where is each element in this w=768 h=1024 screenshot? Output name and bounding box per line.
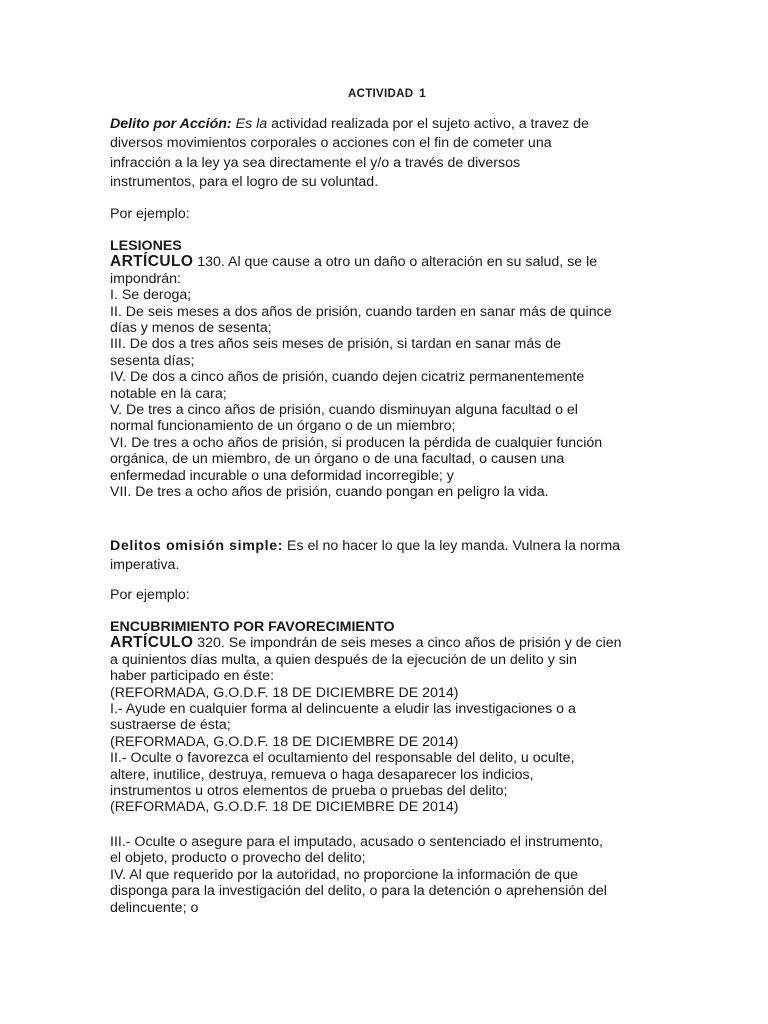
article-line [110,254,670,270]
article-line: el objeto, producto o provecho del delito; [110,850,366,867]
definition-line: diversos movimientos corporales o acciones con el fin de cometer una [110,135,552,152]
article-line: III.- Oculte o asegure para el imputado, acusado o sentenciado el instrumento, [110,834,603,850]
article-label: ARTÍCULO [110,253,194,271]
article-line: orgánica, de un miembro, de un órgano o de una facultad, o causen una [110,451,565,468]
article-line: III. De dos a tres años seis meses de prisión, si tardan en sanar más de [110,336,562,353]
example-label [110,205,670,224]
article-line: impondrán: [110,270,181,287]
definition-text: Es el no hacer lo que la ley manda. Vulnera la norma [283,538,621,554]
section-heading: ENCUBRIMIENTO POR FAVORECIMIENTO [110,619,395,635]
definition-term: Delito por Acción: [110,116,232,132]
article-line: enfermedad incurable o una deformidad incorregible; y [110,467,454,484]
definition-line: imperativa. [110,557,180,574]
article-line: IV. De dos a cinco años de prisión, cuando dejen cicatriz permanentemente [110,369,585,386]
definition-line: infracción a la ley ya sea directamente el y/o a través de diversos [110,154,521,171]
article-line: II. De seis meses a dos años de prisión, cuando tarden en sanar más de quince [110,303,612,320]
article-line: I.- Ayude en cualquier forma al delincuente a eludir las investigaciones o a [110,701,576,718]
example-label [110,586,670,605]
article-text: 320. Se impondrán de seis meses a cinco años de prisión y de cien [193,635,622,652]
article-line: sesenta días; [110,352,195,369]
section-omision-simple [110,537,670,576]
article-line: notable en la cara; [110,385,227,402]
example-text: Por ejemplo: [110,206,190,222]
example-text: Por ejemplo: [110,587,190,603]
article-line: normal funcionamiento de un órgano o de un miembro; [110,418,456,435]
title-number: 1 [419,88,426,100]
article-line: días y menos de sesenta; [110,320,272,337]
section-heading: LESIONES [110,238,182,254]
reform-note: (REFORMADA, G.O.D.F. 18 DE DICIEMBRE DE 2014) [110,799,459,816]
section-encubrimiento [110,619,670,816]
article-line: haber participado en éste: [110,668,275,685]
article-line: altere, inutilice, destruya, remueva o haga desaparecer los indicios, [110,766,534,783]
article-line: delincuente; o [110,899,199,916]
article-line: II.- Oculte o favorezca el ocultamiento del responsable del delito, u oculte, [110,750,575,767]
reform-note: (REFORMADA, G.O.D.F. 18 DE DICIEMBRE DE 2014) [110,684,459,701]
article-line: IV. Al que requerido por la autoridad, no proporcione la información de que [110,866,578,883]
definition-line [110,537,670,556]
section-delito-accion [110,115,670,193]
article-line: sustraerse de ésta; [110,717,231,734]
article-line [110,635,670,651]
section-encubrimiento-continued [110,834,670,916]
document-title [0,88,768,100]
definition-term: Delitos omisión simple: [110,538,284,554]
article-line: VI. De tres a ocho años de prisión, si producen la pérdida de cualquier función [110,434,603,451]
article-line: disponga para la investigación del delito, o para la detención o aprehensión del [110,883,607,900]
article-text: 130. Al que cause a otro un daño o alteración en su salud, se le [193,254,598,271]
reform-note: (REFORMADA, G.O.D.F. 18 DE DICIEMBRE DE 2014) [110,733,459,750]
section-lesiones [110,238,670,501]
article-line: VII. De tres a ocho años de prisión, cuando pongan en peligro la vida. [110,484,549,501]
article-label: ARTÍCULO [110,634,194,652]
article-line: a quinientos días multa, a quien después de la ejecución de un delito y sin [110,651,577,668]
definition-line [110,115,670,134]
article-line: V. De tres a cinco años de prisión, cuando disminuyan alguna facultad o el [110,402,578,419]
title-label: ACTIVIDAD [347,88,414,100]
article-line: I. Se deroga; [110,287,192,304]
definition-line: instrumentos, para el logro de su voluntad. [110,174,379,191]
definition-text: actividad realizada por el sujeto activo, a travez de [267,116,589,132]
definition-es-la: Es la [235,116,268,132]
article-line: instrumentos u otros elementos de prueba o pruebas del delito; [110,783,508,800]
